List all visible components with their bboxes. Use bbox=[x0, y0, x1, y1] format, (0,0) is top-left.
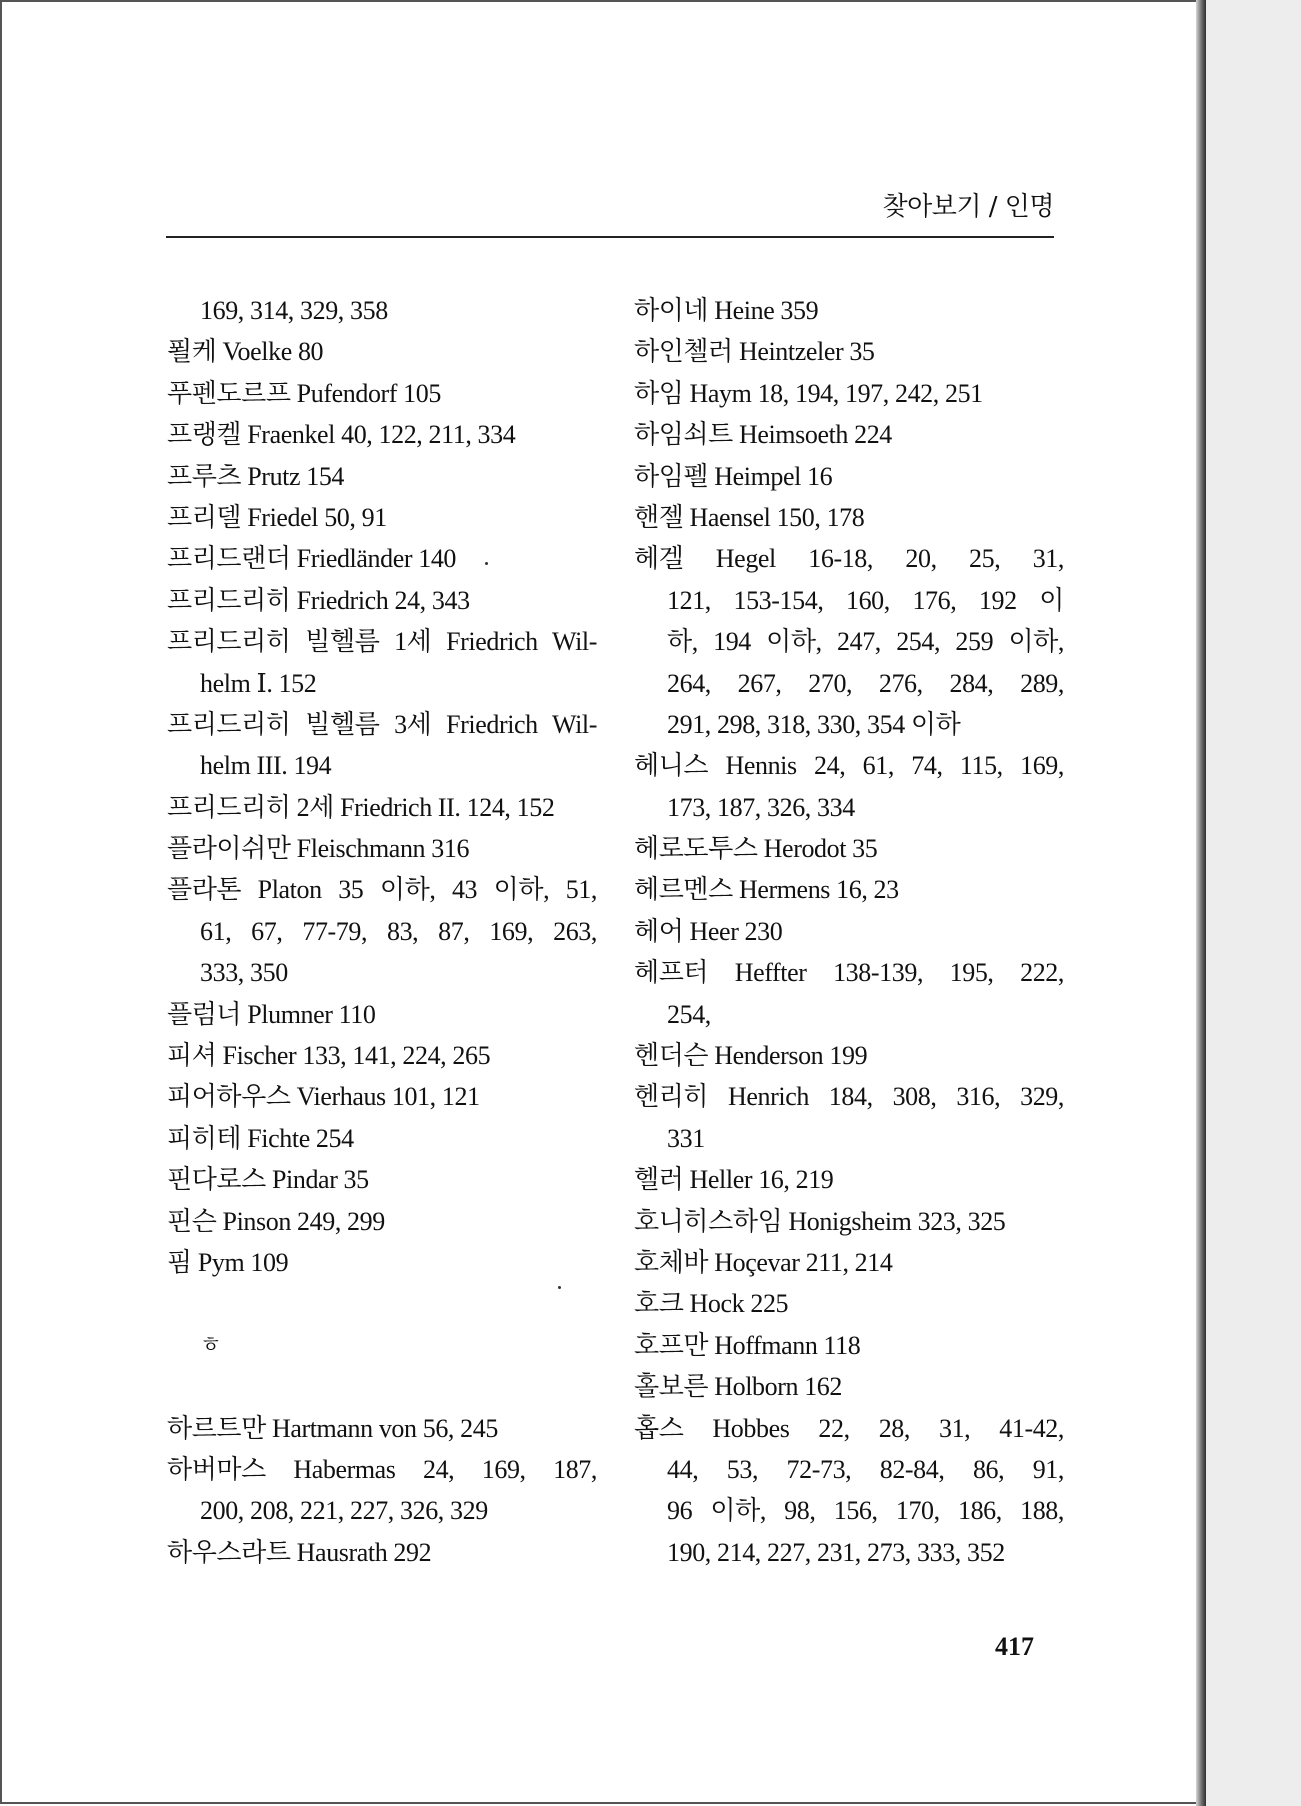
header-rule bbox=[166, 236, 1054, 238]
index-entry: 핸젤 Haensel 150, 178 bbox=[634, 502, 865, 532]
index-entry: 푈케 Voelke 80 bbox=[167, 337, 324, 367]
index-entry-continuation: 331 bbox=[667, 1123, 705, 1153]
index-entry: 하이네 Heine 359 bbox=[634, 296, 819, 325]
section-heading: ㅎ bbox=[200, 1332, 221, 1358]
index-entry: 프리드리히 빌헬름 3세 Friedrich Wil- bbox=[167, 709, 597, 739]
index-entry: 호체바 Hoçevar 211, 214 bbox=[634, 1247, 893, 1277]
index-entry: 플럼너 Plumner 110 bbox=[167, 999, 376, 1029]
index-entry-continuation: 264, 267, 270, 276, 284, 289, bbox=[667, 668, 1064, 698]
index-entry-continuation: 254, bbox=[667, 999, 711, 1029]
index-entry-continuation: 173, 187, 326, 334 bbox=[667, 792, 855, 822]
index-column-right bbox=[634, 290, 1064, 1573]
index-entry: 프랭켈 Fraenkel 40, 122, 211, 334 bbox=[167, 420, 516, 450]
index-entry-continuation: 하, 194 이하, 247, 254, 259 이하, bbox=[667, 627, 1064, 657]
index-entry: 호크 Hock 225 bbox=[634, 1289, 789, 1319]
index-entry: 호니히스하임 Honigsheim 323, 325 bbox=[634, 1206, 1006, 1236]
index-entry-continuation: 61, 67, 77-79, 83, 87, 169, 263, bbox=[200, 916, 597, 946]
index-entry: 핀다로스 Pindar 35 bbox=[167, 1165, 369, 1195]
index-entry: 프리드리히 빌헬름 1세 Friedrich Wil- bbox=[167, 627, 597, 657]
index-entry: 핀슨 Pinson 249, 299 bbox=[167, 1206, 385, 1236]
index-entry: 하임 Haym 18, 194, 197, 242, 251 bbox=[634, 378, 983, 408]
index-entry: 헤프터 Heffter 138-139, 195, 222, bbox=[634, 958, 1064, 988]
section-spacer bbox=[167, 1283, 597, 1324]
viewer-gutter bbox=[1206, 0, 1301, 1806]
index-entry: 헨리히 Henrich 184, 308, 316, 329, bbox=[634, 1082, 1064, 1112]
index-entry: 프리드랜더 Friedländer 140 bbox=[167, 544, 457, 574]
index-entry: 헬러 Heller 16, 219 bbox=[634, 1165, 834, 1195]
index-column-left bbox=[167, 290, 597, 1573]
index-entry: 프리드리히 2세 Friedrich II. 124, 152 bbox=[167, 792, 555, 822]
index-entry-continuation: helm III. 194 bbox=[200, 751, 332, 781]
index-entry: 하임펠 Heimpel 16 bbox=[634, 461, 833, 491]
index-entry: 헤니스 Hennis 24, 61, 74, 115, 169, bbox=[634, 751, 1064, 781]
index-entry-continuation: 333, 350 bbox=[200, 958, 288, 988]
index-entry-continuation: 291, 298, 318, 330, 354 이하 bbox=[667, 709, 961, 739]
scan-speck bbox=[485, 562, 488, 565]
index-entry: 헤로도투스 Herodot 35 bbox=[634, 834, 878, 864]
index-entry-continuation: helm Ⅰ. 152 bbox=[200, 668, 317, 698]
index-entry: 푸펜도르프 Pufendorf 105 bbox=[167, 378, 441, 408]
index-entry: 홉스 Hobbes 22, 28, 31, 41-42, bbox=[634, 1413, 1064, 1443]
index-entry: 하인첼러 Heintzeler 35 bbox=[634, 337, 875, 367]
index-entry-continuation: 121, 153-154, 160, 176, 192 이 bbox=[667, 585, 1064, 615]
index-entry: 핌 Pym 109 bbox=[167, 1247, 289, 1277]
index-entry: 프리델 Friedel 50, 91 bbox=[167, 502, 387, 532]
index-entry: 플라톤 Platon 35 이하, 43 이하, 51, bbox=[167, 875, 597, 905]
index-entry: 헤겔 Hegel 16-18, 20, 25, 31, bbox=[634, 544, 1064, 574]
index-entry-continuation: 44, 53, 72-73, 82-84, 86, 91, bbox=[667, 1454, 1064, 1484]
index-entry: 하버마스 Habermas 24, 169, 187, bbox=[167, 1454, 597, 1484]
page-edge-shadow bbox=[1196, 0, 1206, 1806]
index-entry: 하르트만 Hartmann von 56, 245 bbox=[167, 1413, 498, 1443]
index-entry-continuation: 169, 314, 329, 358 bbox=[200, 296, 388, 325]
index-entry: 프리드리히 Friedrich 24, 343 bbox=[167, 585, 470, 615]
index-entry: 헤어 Heer 230 bbox=[634, 916, 783, 946]
index-entry-continuation: 96 이하, 98, 156, 170, 186, 188, bbox=[667, 1496, 1064, 1526]
index-entry: 피히테 Fichte 254 bbox=[167, 1123, 354, 1153]
index-entry: 피어하우스 Vierhaus 101, 121 bbox=[167, 1082, 480, 1112]
index-entry: 홀보른 Holborn 162 bbox=[634, 1372, 843, 1402]
index-entry: 플라이쉬만 Fleischmann 316 bbox=[167, 834, 470, 864]
index-entry: 하우스라트 Hausrath 292 bbox=[167, 1537, 432, 1567]
scan-speck bbox=[558, 1286, 561, 1289]
section-spacer bbox=[167, 1366, 597, 1407]
index-entry: 헨더슨 Henderson 199 bbox=[634, 1041, 868, 1071]
running-head: 찾아보기 / 인명 bbox=[882, 192, 1054, 222]
index-entry: 호프만 Hoffmann 118 bbox=[634, 1330, 861, 1360]
index-entry-continuation: 200, 208, 221, 227, 326, 329 bbox=[200, 1496, 488, 1526]
index-entry: 프루츠 Prutz 154 bbox=[167, 461, 345, 491]
index-entry-continuation: 190, 214, 227, 231, 273, 333, 352 bbox=[667, 1537, 1005, 1567]
page-number: 417 bbox=[995, 1632, 1034, 1661]
index-entry: 헤르멘스 Hermens 16, 23 bbox=[634, 875, 899, 905]
index-entry: 피셔 Fischer 133, 141, 224, 265 bbox=[167, 1041, 491, 1071]
index-entry: 하임쇠트 Heimsoeth 224 bbox=[634, 420, 892, 450]
